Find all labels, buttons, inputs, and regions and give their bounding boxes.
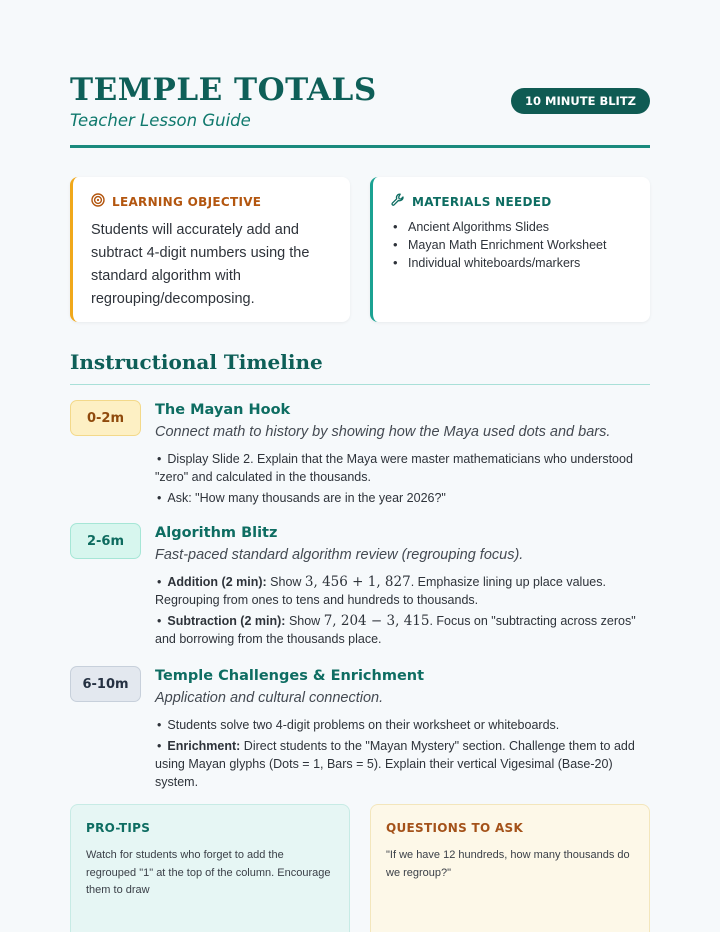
step-title: The Mayan Hook: [155, 402, 291, 418]
step-title: Temple Challenges & Enrichment: [155, 668, 425, 684]
math-expression: 7, 204 − 3, 415: [323, 613, 430, 629]
page-header: [70, 70, 650, 132]
list-item: • Students solve two 4-digit problems on their worksheet or whiteboards.: [157, 718, 560, 732]
step-title: Algorithm Blitz: [155, 525, 278, 541]
time-badge: 6-10m: [70, 666, 141, 702]
questions-box: [370, 804, 650, 932]
materials-card: [370, 177, 650, 322]
list-item: • Subtraction (2 min): Show 7, 204 − 3, 415. Focus on "subtracting across zeros" and borrowing from the thousands place.: [155, 613, 636, 646]
step-bullets: [155, 450, 650, 507]
pro-tips-heading: PRO-TIPS: [86, 821, 151, 835]
list-item: • Ancient Algorithms Slides: [391, 218, 634, 236]
step-bullets: [155, 716, 650, 791]
step-bullets: [155, 573, 650, 648]
time-badge: 0-2m: [70, 400, 141, 436]
materials-label: MATERIALS NEEDED: [412, 194, 552, 209]
list-item: • Mayan Math Enrichment Worksheet: [391, 236, 634, 254]
list-item: • Addition (2 min): Show 3, 456 + 1, 827. Emphasize lining up place values. Regrouping from ones to tens and hundreds to thousands.: [155, 574, 606, 607]
page-subtitle: Teacher Lesson Guide: [70, 111, 251, 130]
pro-tips-box: [70, 804, 350, 932]
step-subtitle: Connect math to history by showing how the Maya used dots and bars.: [155, 424, 611, 440]
list-item: • Ask: "How many thousands are in the year 2026?": [157, 491, 446, 505]
math-expression: 3, 456 + 1, 827: [304, 574, 411, 590]
wrench-icon: [391, 193, 405, 210]
target-icon: [91, 193, 105, 210]
step-subtitle: Fast-paced standard algorithm review (regrouping focus).: [155, 547, 524, 563]
list-item: • Enrichment: Direct students to the "Mayan Mystery" section. Challenge them to add using Mayan glyphs (Dots = 1, Bars = 5). Explain their vertical Vigesimal (Base-20) system.: [155, 739, 635, 789]
learning-objective-label: LEARNING OBJECTIVE: [112, 194, 262, 209]
learning-objective-heading: [91, 193, 334, 210]
step-subtitle: Application and cultural connection.: [155, 690, 384, 706]
header-divider: [70, 145, 650, 148]
questions-heading: QUESTIONS TO ASK: [386, 821, 524, 835]
pro-tips-text: Watch for students who forget to add the regrouped "1" at the top of the column. Encourage them to draw: [86, 849, 331, 896]
duration-badge: 10 MINUTE BLITZ: [511, 88, 650, 114]
learning-objective-text: Students will accurately add and subtract 4-digit numbers using the standard algorithm with regrouping/decomposing.: [91, 222, 310, 307]
learning-objective-card: [70, 177, 350, 322]
time-badge: 2-6m: [70, 523, 141, 559]
list-item: • Display Slide 2. Explain that the Maya were master mathematicians who understood "zero" and calculated in the thousands.: [155, 452, 633, 484]
questions-text: "If we have 12 hundreds, how many thousands do we regroup?": [386, 849, 630, 879]
timeline-heading: Instructional Timeline: [70, 350, 323, 374]
materials-list: [391, 218, 634, 272]
timeline-divider: [70, 384, 650, 385]
page-title: TEMPLE TOTALS: [70, 72, 377, 108]
list-item: • Individual whiteboards/markers: [391, 254, 634, 272]
materials-heading: [391, 193, 634, 210]
